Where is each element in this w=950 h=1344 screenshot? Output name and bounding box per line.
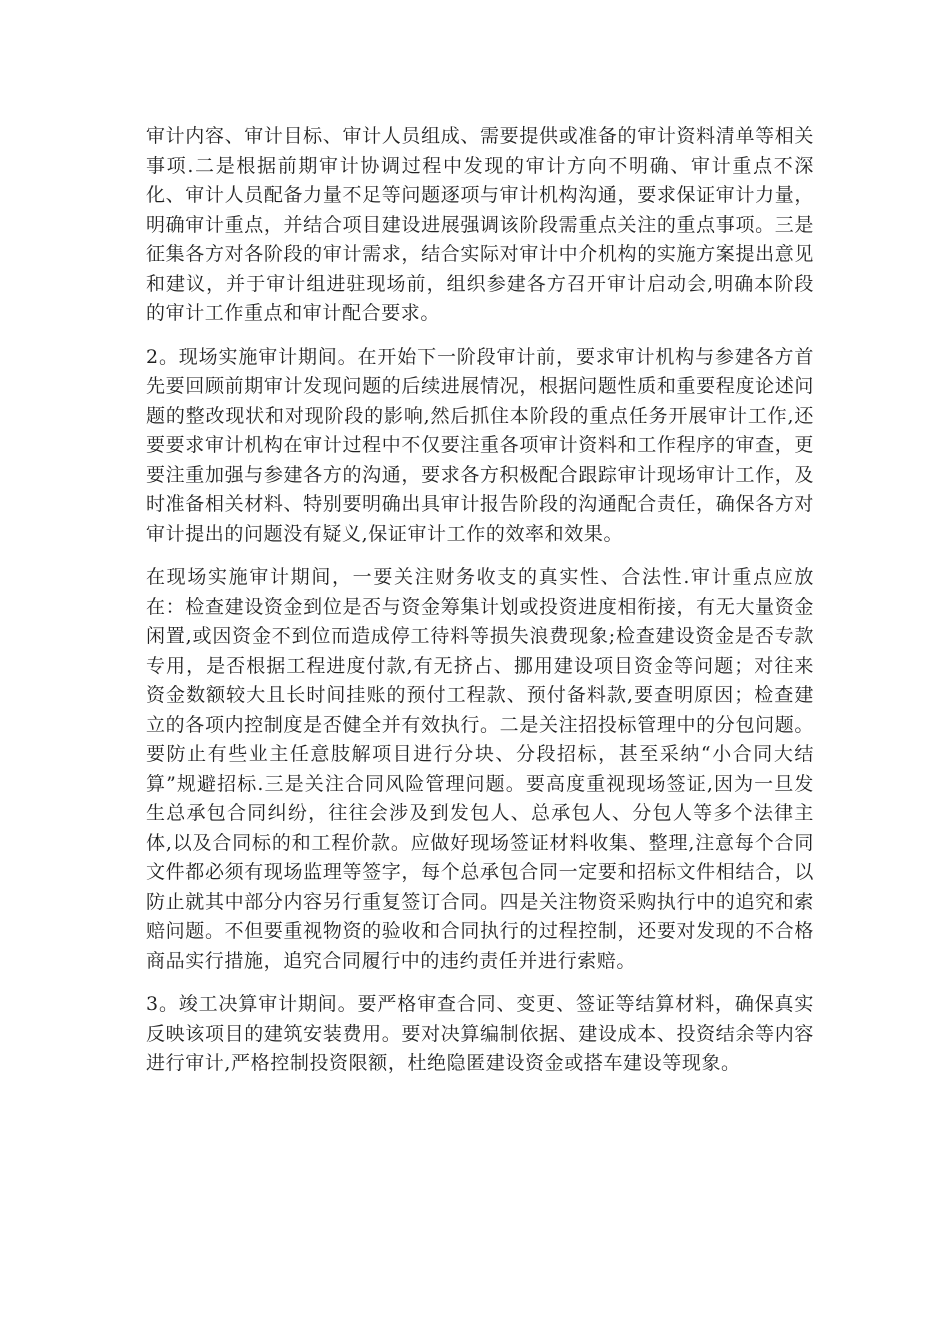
paragraph-final-accounts-audit: 3。竣工决算审计期间。要严格审查合同、变更、签证等结算材料，确保真实反映该项目的建筑安装费用。要对决算编制依据、建设成本、投资结余等内容进行审计,严格控制投资限额，杜绝隐匿建设资金或搭车建设等现象。 (146, 993, 814, 1074)
paragraph-onsite-audit-period: 2。现场实施审计期间。在开始下一阶段审计前，要求审计机构与参建各方首先要回顾前期审计发现问题的后续进展情况，根据问题性质和重要程度论述问题的整改现状和对现阶段的影响,然后抓住本阶段的重点任务开展审计工作,还要要求审计机构在审计过程中不仅要注重各项审计资料和工作程序的审查，更要注重加强与参建各方的沟通，要求各方积极配合跟踪审计现场审计工作，及时准备相关材料、特别要明确出具审计报告阶段的沟通配合责任，确保各方对审计提出的问题没有疑义,保证审计工作的效率和效果。 (146, 345, 814, 545)
document-body (146, 122, 814, 1079)
paragraph-onsite-audit-focus: 在现场实施审计期间，一要关注财务收支的真实性、合法性.审计重点应放在：检查建设资金到位是否与资金筹集计划或投资进度相衔接，有无大量资金闲置,或因资金不到位而造成停工待料等损失浪费现象;检查建设资金是否专款专用，是否根据工程进度付款,有无挤占、挪用建设项目资金等问题；对往来资金数额较大且长时间挂账的预付工程款、预付备料款,要查明原因；检查建立的各项内控制度是否健全并有效执行。二是关注招投标管理中的分包问题。要防止有些业主任意肢解项目进行分块、分段招标，甚至采纳“小合同大结算”规避招标.三是关注合同风险管理问题。要高度重视现场签证,因为一旦发生总承包合同纠纷，往往会涉及到发包人、总承包人、分包人等多个法律主体,以及合同标的和工程价款。应做好现场签证材料收集、整理,注意每个合同文件都必须有现场监理等签字，每个总承包合同一定要和招标文件相结合，以防止就其中部分内容另行重复签订合同。四是关注物资采购执行中的追究和索赔问题。不但要重视物资的验收和合同执行的过程控制，还要对发现的不合格商品实行措施，追究合同履行中的违约责任并进行索赔。 (146, 566, 814, 972)
paragraph-audit-preparation: 审计内容、审计目标、审计人员组成、需要提供或准备的审计资料清单等相关事项.二是根据前期审计协调过程中发现的审计方向不明确、审计重点不深化、审计人员配备力量不足等问题逐项与审计机构沟通，要求保证审计力量，明确审计重点，并结合项目建设进展强调该阶段需重点关注的重点事项。三是征集各方对各阶段的审计需求，结合实际对审计中介机构的实施方案提出意见和建议，并于审计组进驻现场前，组织参建各方召开审计启动会,明确本阶段的审计工作重点和审计配合要求。 (146, 125, 814, 324)
